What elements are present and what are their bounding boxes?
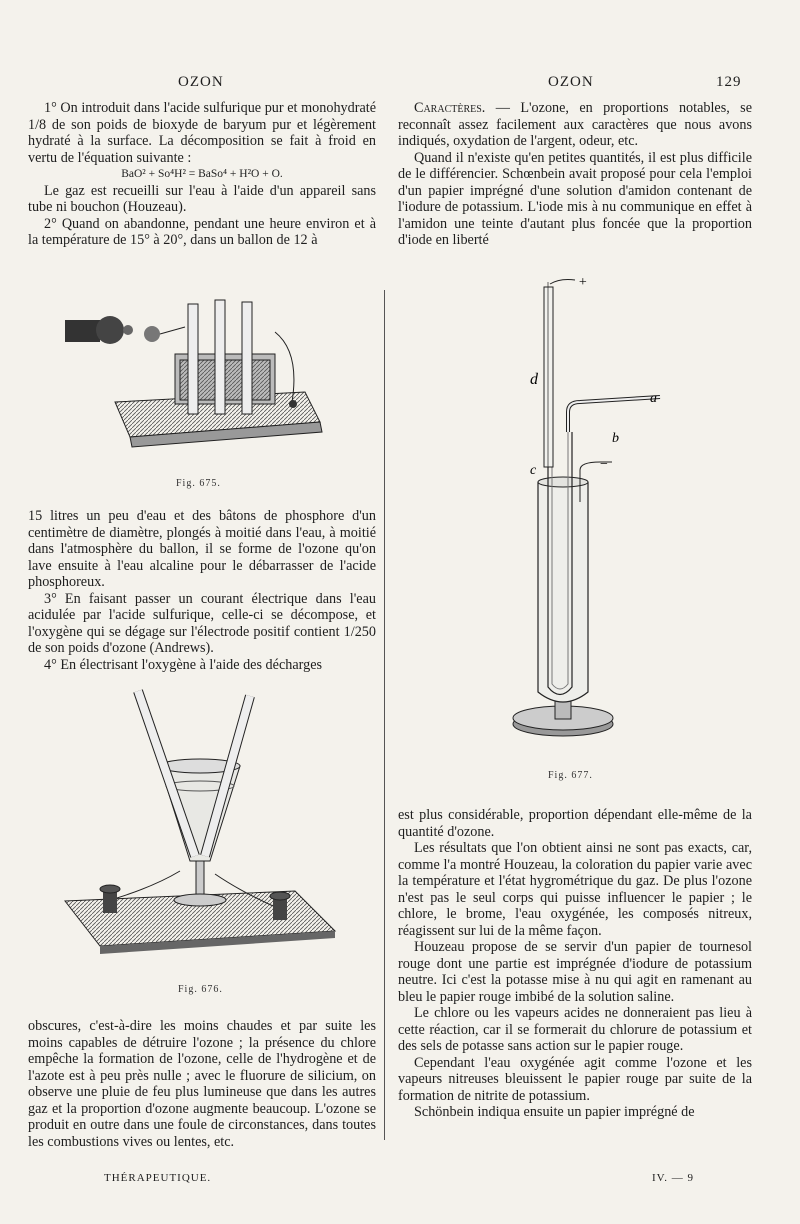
paragraph: Houzeau propose de se servir d'un papier de tournesol rouge dont une partie est imprégnée d'iodure de potassium neutre. Ici c'est la potasse mise à nu qui agit en ramenant au bleu le papier rouge imbibé de la solution saline.: [398, 939, 752, 1005]
paragraph: 4° En électrisant l'oxygène à l'aide des décharges: [44, 656, 323, 673]
paragraph: [398, 100, 752, 150]
paragraph: Quand il n'existe qu'en petites quantités, il est plus difficile de le différencier. Schœnbein avait proposé pour cela l'emploi d'un papier imprégné d'une solution d'amidon contenant de l'iodure de potassium. L'iode mis à nu communique en effet à l'amidon une teinte d'autant plus foncée que la proportion d'iode en liberté: [398, 149, 752, 248]
left-column-bottom: [28, 1018, 376, 1150]
paragraph: Le chlore ou les vapeurs acides ne donneraient pas lieu à cette réaction, car il se formerait du chlorure de potassium et des sels de potasse sans action sur le papier rouge.: [398, 1005, 752, 1054]
label-c: c: [530, 463, 537, 478]
figure-677-illustration: [500, 272, 680, 752]
right-column-bottom: [398, 807, 752, 1121]
label-b: b: [612, 431, 619, 446]
paragraph: 1° On introduit dans l'acide sulfurique pur et monohydraté 1/8 de son poids de bioxyde de baryum pur et légèrement hydraté à la surface. La décomposition se fait à froid en vertu de l'équation suivante :: [28, 100, 376, 166]
page-number: 129: [716, 74, 742, 90]
right-column-top: [398, 100, 752, 249]
equation: BaO² + So⁴H² = BaSo⁴ + H²O + O.: [121, 168, 283, 180]
paragraph-text: — L'ozone, en proportions notables, se reconnaît assez facilement aux caractères que nous avons indiqués, oxydation de l'argent, odeur, etc.: [398, 100, 752, 149]
paragraph: 3° En faisant passer un courant électrique dans l'eau acidulée par l'acide sulfurique, celle-ci se décompose, et l'oxygène qui se dégage sur l'électrode positif contient 1/250 de son poids d'ozone (Andrews).: [28, 590, 376, 656]
section-lead: Caractères.: [414, 100, 486, 116]
figure-677-caption: Fig. 677.: [548, 770, 593, 781]
label-plus: +: [578, 275, 588, 290]
left-column-middle: [28, 508, 376, 673]
left-running-title: OZON: [178, 74, 224, 90]
figure-675-illustration: [60, 292, 340, 462]
paragraph: Le gaz est recueilli sur l'eau à l'aide d'un appareil sans tube ni bouchon (Houzeau).: [28, 182, 376, 215]
label-minus: −: [600, 457, 608, 472]
paragraph: Les résultats que l'on obtient ainsi ne sont pas exacts, car, comme l'a montré Houzeau, la coloration du papier varie avec la température et l'état hygrométrique du gaz. De plus l'ozone n'est pas le seul corps qui puisse influencer le papier ; le chlore, le brome, l'eau oxygénée, les composés nitreux, réagissent sur lui de la même façon.: [398, 840, 752, 939]
left-column-top: [28, 100, 376, 249]
figure-676-caption: Fig. 676.: [178, 984, 223, 995]
paragraph: 2° Quand on abandonne, pendant une heure environ et à la température de 15° à 20°, dans un ballon de 12 à: [28, 215, 376, 248]
figure-676-illustration: [60, 686, 340, 956]
figure-675-caption: Fig. 675.: [176, 478, 221, 489]
paragraph: est plus considérable, proportion dépendant elle-même de la quantité d'ozone.: [398, 807, 752, 840]
label-d: d: [530, 371, 538, 388]
column-divider: [384, 290, 385, 1140]
paragraph: 15 litres un peu d'eau et des bâtons de phosphore d'un centimètre de diamètre, plongés à moitié dans l'eau, à moitié dans l'atmosphère du ballon, il se forme de l'ozone qu'on lave ensuite à l'eau alcaline pour le débarrasser de l'acide phosphoreux.: [28, 508, 376, 590]
paragraph: obscures, c'est-à-dire les moins chaudes et par suite les moins capables de détruire l'ozone ; la présence du chlore empêche la formation de l'ozone, celle de l'hydrogène et de l'azote est à peu près nulle ; avec le fluorure de silicium, on observe une pluie de feu plus lumineuse que dans les autres gaz et la proportion d'ozone augmente beaucoup. L'ozone se produit en outre dans une foule de circonstances, dans toutes les combustions vives ou lentes, etc.: [28, 1018, 376, 1150]
footer-left: THÉRAPEUTIQUE.: [104, 1172, 212, 1184]
label-a: a: [650, 391, 657, 406]
footer-right: IV. — 9: [652, 1172, 694, 1184]
right-running-title: OZON: [548, 74, 594, 90]
paragraph: Cependant l'eau oxygénée agit comme l'ozone et les vapeurs nitreuses bleuissent le papier rouge par suite de la formation de nitrite de potassium.: [398, 1054, 752, 1104]
paragraph: Schönbein indiqua ensuite un papier imprégné de: [414, 1104, 695, 1120]
